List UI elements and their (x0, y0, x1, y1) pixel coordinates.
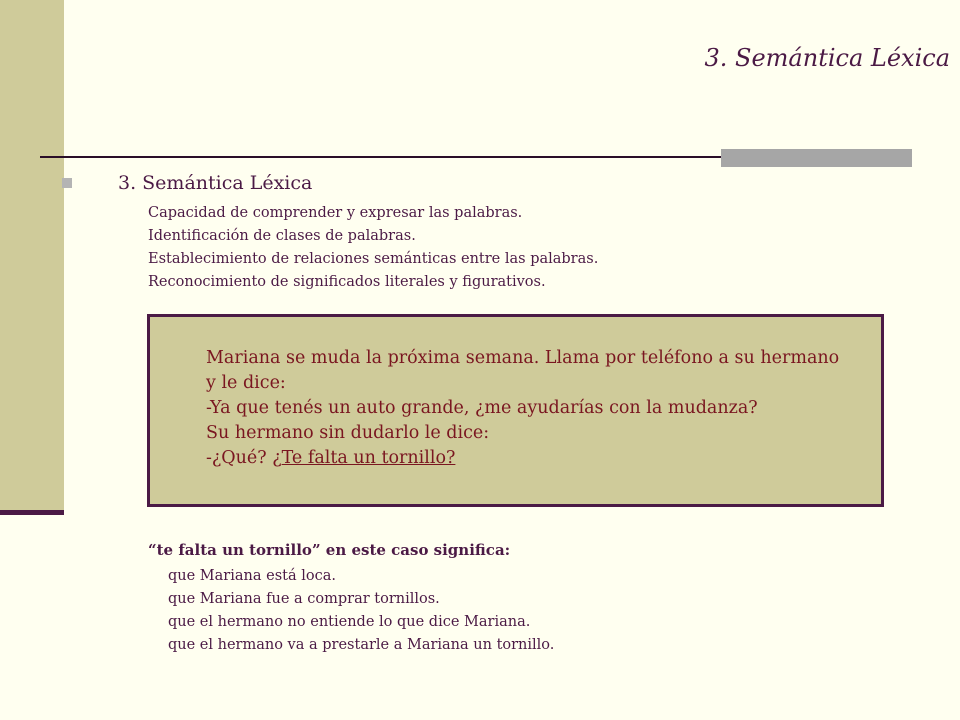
story-box (147, 314, 884, 507)
description-item: Reconocimiento de significados literales y figurativos. (148, 274, 546, 290)
idiom-highlight: Te falta un tornillo? (281, 448, 456, 468)
answer-option: que Mariana está loca. (168, 568, 336, 584)
description-list (148, 202, 598, 294)
story-line: Su hermano sin dudarlo le dice: (206, 423, 490, 443)
answer-options (168, 565, 554, 657)
bullet-square-icon (62, 178, 72, 188)
story-line: Mariana se muda la próxima semana. Llama por teléfono a su hermano (206, 348, 840, 368)
story-line (206, 446, 839, 471)
story-line: y le dice: (206, 373, 286, 393)
left-accent-bar (0, 0, 64, 510)
answer-option: que Mariana fue a comprar tornillos. (168, 591, 440, 607)
answer-option: que el hermano va a prestarle a Mariana un tornillo. (168, 637, 555, 653)
description-item: Establecimiento de relaciones semánticas entre las palabras. (148, 251, 599, 267)
story-line-prefix: -¿Qué? ¿ (206, 448, 282, 468)
description-item: Capacidad de comprender y expresar las palabras. (148, 205, 523, 221)
slide-title: 3. Semántica Léxica (704, 44, 950, 72)
question-prompt: “te falta un tornillo” en este caso significa: (148, 541, 511, 559)
story-line: -Ya que tenés un auto grande, ¿me ayudarías con la mudanza? (206, 398, 758, 418)
divider-accent (721, 149, 912, 167)
answer-option: que el hermano no entiende lo que dice Mariana. (168, 614, 531, 630)
story-text (206, 346, 839, 471)
section-heading: 3. Semántica Léxica (118, 172, 313, 194)
description-item: Identificación de clases de palabras. (148, 228, 416, 244)
left-accent-bar-cap (0, 510, 64, 515)
